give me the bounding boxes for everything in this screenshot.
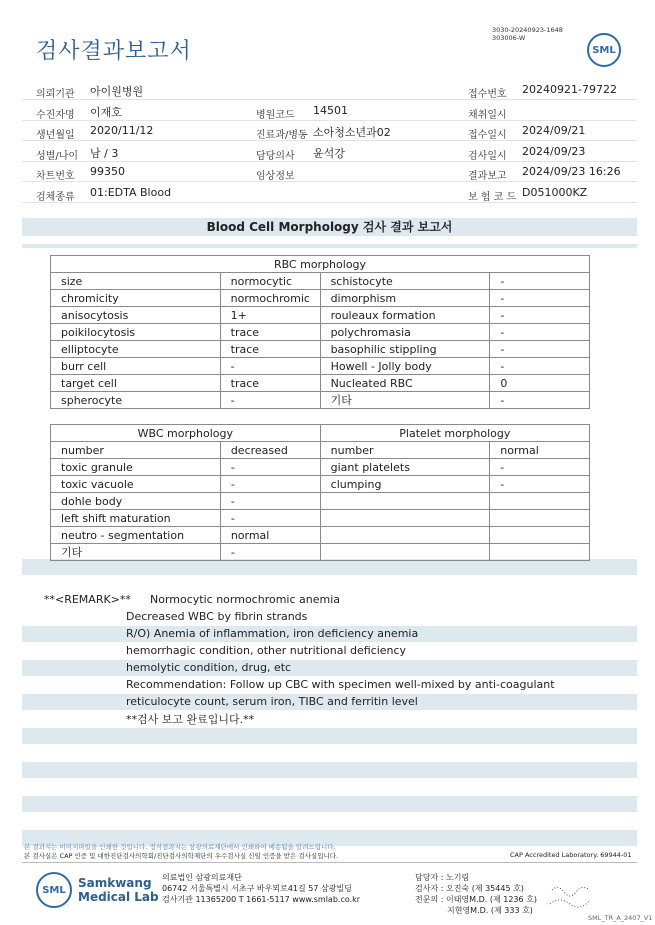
wbc-platelet-row [51, 510, 590, 527]
wbc-platelet-row [51, 527, 590, 544]
info-value: 남 / 3 [90, 147, 119, 160]
info-label: 채취일시 [468, 110, 507, 121]
remark-line: hemorrhagic condition, other nutritional deficiency [126, 644, 407, 657]
wbc-platelet-header-row [51, 425, 590, 442]
table-cell: - [220, 493, 320, 510]
band [22, 796, 637, 812]
table-cell: Howell - Jolly body [320, 358, 490, 375]
table-cell: - [220, 476, 320, 493]
info-value: 99350 [90, 165, 125, 178]
table-cell: toxic granule [51, 459, 221, 476]
table-cell [320, 510, 490, 527]
table-cell: - [490, 273, 590, 290]
table-cell: - [490, 290, 590, 307]
table-cell: clumping [320, 476, 490, 493]
band [22, 559, 637, 575]
band [22, 762, 637, 778]
rbc-header: RBC morphology [51, 256, 590, 273]
wbc-platelet-row [51, 442, 590, 459]
table-cell: 기타 [320, 392, 490, 409]
table-cell [490, 544, 590, 561]
info-value: 이재호 [90, 106, 122, 119]
remark-line: Recommendation: Follow up CBC with specimen well-mixed by anti-coagulant [126, 678, 555, 691]
info-label: 접수번호 [468, 89, 507, 100]
table-cell [490, 510, 590, 527]
info-label: 임상정보 [256, 171, 295, 182]
table-cell: giant platelets [320, 459, 490, 476]
table-cell: schistocyte [320, 273, 490, 290]
info-row [22, 101, 637, 121]
table-cell: - [490, 307, 590, 324]
table-cell: - [220, 510, 320, 527]
info-label: 차트번호 [36, 171, 75, 182]
table-cell: - [220, 544, 320, 561]
brand-name-line-1: Samkwang [78, 876, 152, 890]
table-cell: 1+ [220, 307, 320, 324]
info-label: 의뢰기관 [36, 89, 75, 100]
table-cell: poikilocytosis [51, 324, 221, 341]
info-label: 생년월일 [36, 130, 75, 141]
table-cell: dohle body [51, 493, 221, 510]
table-cell: - [220, 459, 320, 476]
wbc-platelet-morphology-table [50, 424, 590, 561]
band [22, 244, 637, 248]
info-label: 결과보고 [468, 171, 507, 182]
page-title: 검사결과보고서 [36, 39, 192, 64]
table-cell: polychromasia [320, 324, 490, 341]
table-cell: 0 [490, 375, 590, 392]
document-id-line-2: 303006-W [492, 34, 526, 42]
remark-line: Normocytic normochromic anemia [150, 593, 341, 606]
table-cell: - [220, 392, 320, 409]
band [22, 660, 637, 676]
info-value: 2024/09/23 16:26 [522, 165, 621, 178]
remark-line: **검사 보고 완료입니다.** [126, 713, 255, 726]
info-value: 소아청소년과02 [313, 126, 391, 139]
footnote-accreditation: 본 검사실은 CAP 인증 및 대한진단검사의학회/진단검사의학재단의 우수검사실 신임 인증을 받은 검사실입니다. [24, 852, 339, 860]
rbc-row [51, 324, 590, 341]
table-cell [320, 544, 490, 561]
table-cell: - [490, 358, 590, 375]
info-value: 14501 [313, 104, 348, 117]
remark-line: reticulocyte count, serum iron, TIBC and ferritin level [126, 695, 418, 708]
table-cell: - [490, 476, 590, 493]
cap-accreditation: CAP Accredited Laboratory. 69944-01 [510, 851, 632, 859]
info-label: 담당의사 [256, 151, 295, 162]
staff-specialist-1: 전문의 : 이태영M.D. (제 1236 호) [415, 895, 537, 904]
table-cell: size [51, 273, 221, 290]
organization-name: 의료법인 삼광의료재단 [162, 873, 242, 882]
table-cell: decreased [220, 442, 320, 459]
info-row [22, 142, 637, 162]
rbc-row [51, 341, 590, 358]
table-cell [490, 493, 590, 510]
table-cell: normal [490, 442, 590, 459]
wbc-header: WBC morphology [51, 425, 321, 442]
footer-divider [22, 862, 637, 863]
document-id [492, 26, 563, 42]
table-cell: normochromic [220, 290, 320, 307]
table-cell: chromicity [51, 290, 221, 307]
remark-line: hemolytic condition, drug, etc [126, 661, 292, 674]
organization-contact: 검사기관 11365200 T 1661-5117 www.smlab.co.kr [162, 895, 361, 904]
table-cell: - [490, 341, 590, 358]
table-cell: rouleaux formation [320, 307, 490, 324]
table-cell: neutro - segmentation [51, 527, 221, 544]
table-cell: - [490, 392, 590, 409]
sml-logo-footer: SML [36, 872, 72, 908]
table-cell: basophilic stippling [320, 341, 490, 358]
brand-name-line-2: Medical Lab [78, 890, 159, 904]
staff-info [415, 872, 537, 916]
table-cell: anisocytosis [51, 307, 221, 324]
sml-logo: SML [587, 33, 621, 67]
table-cell: left shift maturation [51, 510, 221, 527]
info-label: 진료과/병동 [256, 130, 308, 141]
info-value: 01:EDTA Blood [90, 186, 172, 199]
table-cell [320, 527, 490, 544]
table-cell: - [490, 459, 590, 476]
info-value: 윤석강 [313, 147, 345, 160]
table-cell: trace [220, 341, 320, 358]
info-label: 성별/나이 [36, 151, 79, 162]
table-cell: - [220, 358, 320, 375]
info-row [22, 162, 637, 182]
table-cell: - [490, 324, 590, 341]
staff-specialist-2: 지현영M.D. (제 333 호) [447, 906, 533, 915]
document-id-line-1: 3030-20240923-1648 [492, 26, 563, 34]
wbc-platelet-row [51, 544, 590, 561]
info-value: 아이원병원 [90, 85, 144, 98]
info-label: 검체종류 [36, 192, 75, 203]
table-cell [320, 493, 490, 510]
staff-manager: 담당자 : 노기림 [415, 873, 470, 882]
info-value: 2020/11/12 [90, 124, 154, 137]
rbc-row [51, 273, 590, 290]
info-value: 2024/09/23 [522, 145, 586, 158]
remark-line: Decreased WBC by fibrin strands [126, 610, 308, 623]
table-cell: 기타 [51, 544, 221, 561]
info-label: 접수일시 [468, 130, 507, 141]
rbc-row [51, 307, 590, 324]
form-code: SML_TR_A_2407_V1 [588, 914, 653, 922]
rbc-row [51, 358, 590, 375]
table-cell: burr cell [51, 358, 221, 375]
table-cell: target cell [51, 375, 221, 392]
staff-tester: 검사자 : 오진숙 (제 35445 호) [415, 884, 524, 893]
rbc-header-row [51, 256, 590, 273]
remark-label: **<REMARK>** [44, 593, 131, 606]
rbc-row [51, 375, 590, 392]
info-row [22, 121, 637, 141]
brand-name [78, 876, 159, 904]
wbc-platelet-row [51, 459, 590, 476]
table-cell: number [51, 442, 221, 459]
rbc-morphology-table [50, 255, 590, 409]
table-cell: trace [220, 375, 320, 392]
table-cell: dimorphism [320, 290, 490, 307]
rbc-row [51, 290, 590, 307]
band [22, 728, 637, 744]
remark-line: R/O) Anemia of inflammation, iron deficiency anemia [126, 627, 419, 640]
info-value: 2024/09/21 [522, 124, 586, 137]
table-cell: trace [220, 324, 320, 341]
info-label: 검사일시 [468, 151, 507, 162]
info-row [22, 80, 637, 100]
info-row [22, 183, 637, 203]
rbc-row [51, 392, 590, 409]
organization-address: 06742 서울특별시 서초구 바우뫼로41길 57 삼광빌딩 [162, 884, 352, 893]
footnote-image-notice: 본 결과지는 이미지파일을 인쇄한 것입니다. 정식결과지는 삼광의료재단에서 인쇄하여 배송됨을 알려드립니다. [24, 843, 336, 851]
table-cell: normocytic [220, 273, 320, 290]
info-label: 수진자명 [36, 110, 75, 121]
table-cell: normal [220, 527, 320, 544]
info-value: 20240921-79722 [522, 83, 617, 96]
signature [548, 882, 598, 910]
table-cell: elliptocyte [51, 341, 221, 358]
table-cell: number [320, 442, 490, 459]
table-cell: toxic vacuole [51, 476, 221, 493]
table-cell: Nucleated RBC [320, 375, 490, 392]
platelet-header: Platelet morphology [320, 425, 589, 442]
info-value: D051000KZ [522, 186, 588, 199]
info-label: 보 험 코 드 [468, 192, 517, 203]
table-cell: spherocyte [51, 392, 221, 409]
organization-info [162, 872, 360, 905]
report-section-title: Blood Cell Morphology 검사 결과 보고서 [22, 218, 637, 236]
wbc-platelet-row [51, 493, 590, 510]
info-label: 병원코드 [256, 110, 295, 121]
wbc-platelet-row [51, 476, 590, 493]
table-cell [490, 527, 590, 544]
